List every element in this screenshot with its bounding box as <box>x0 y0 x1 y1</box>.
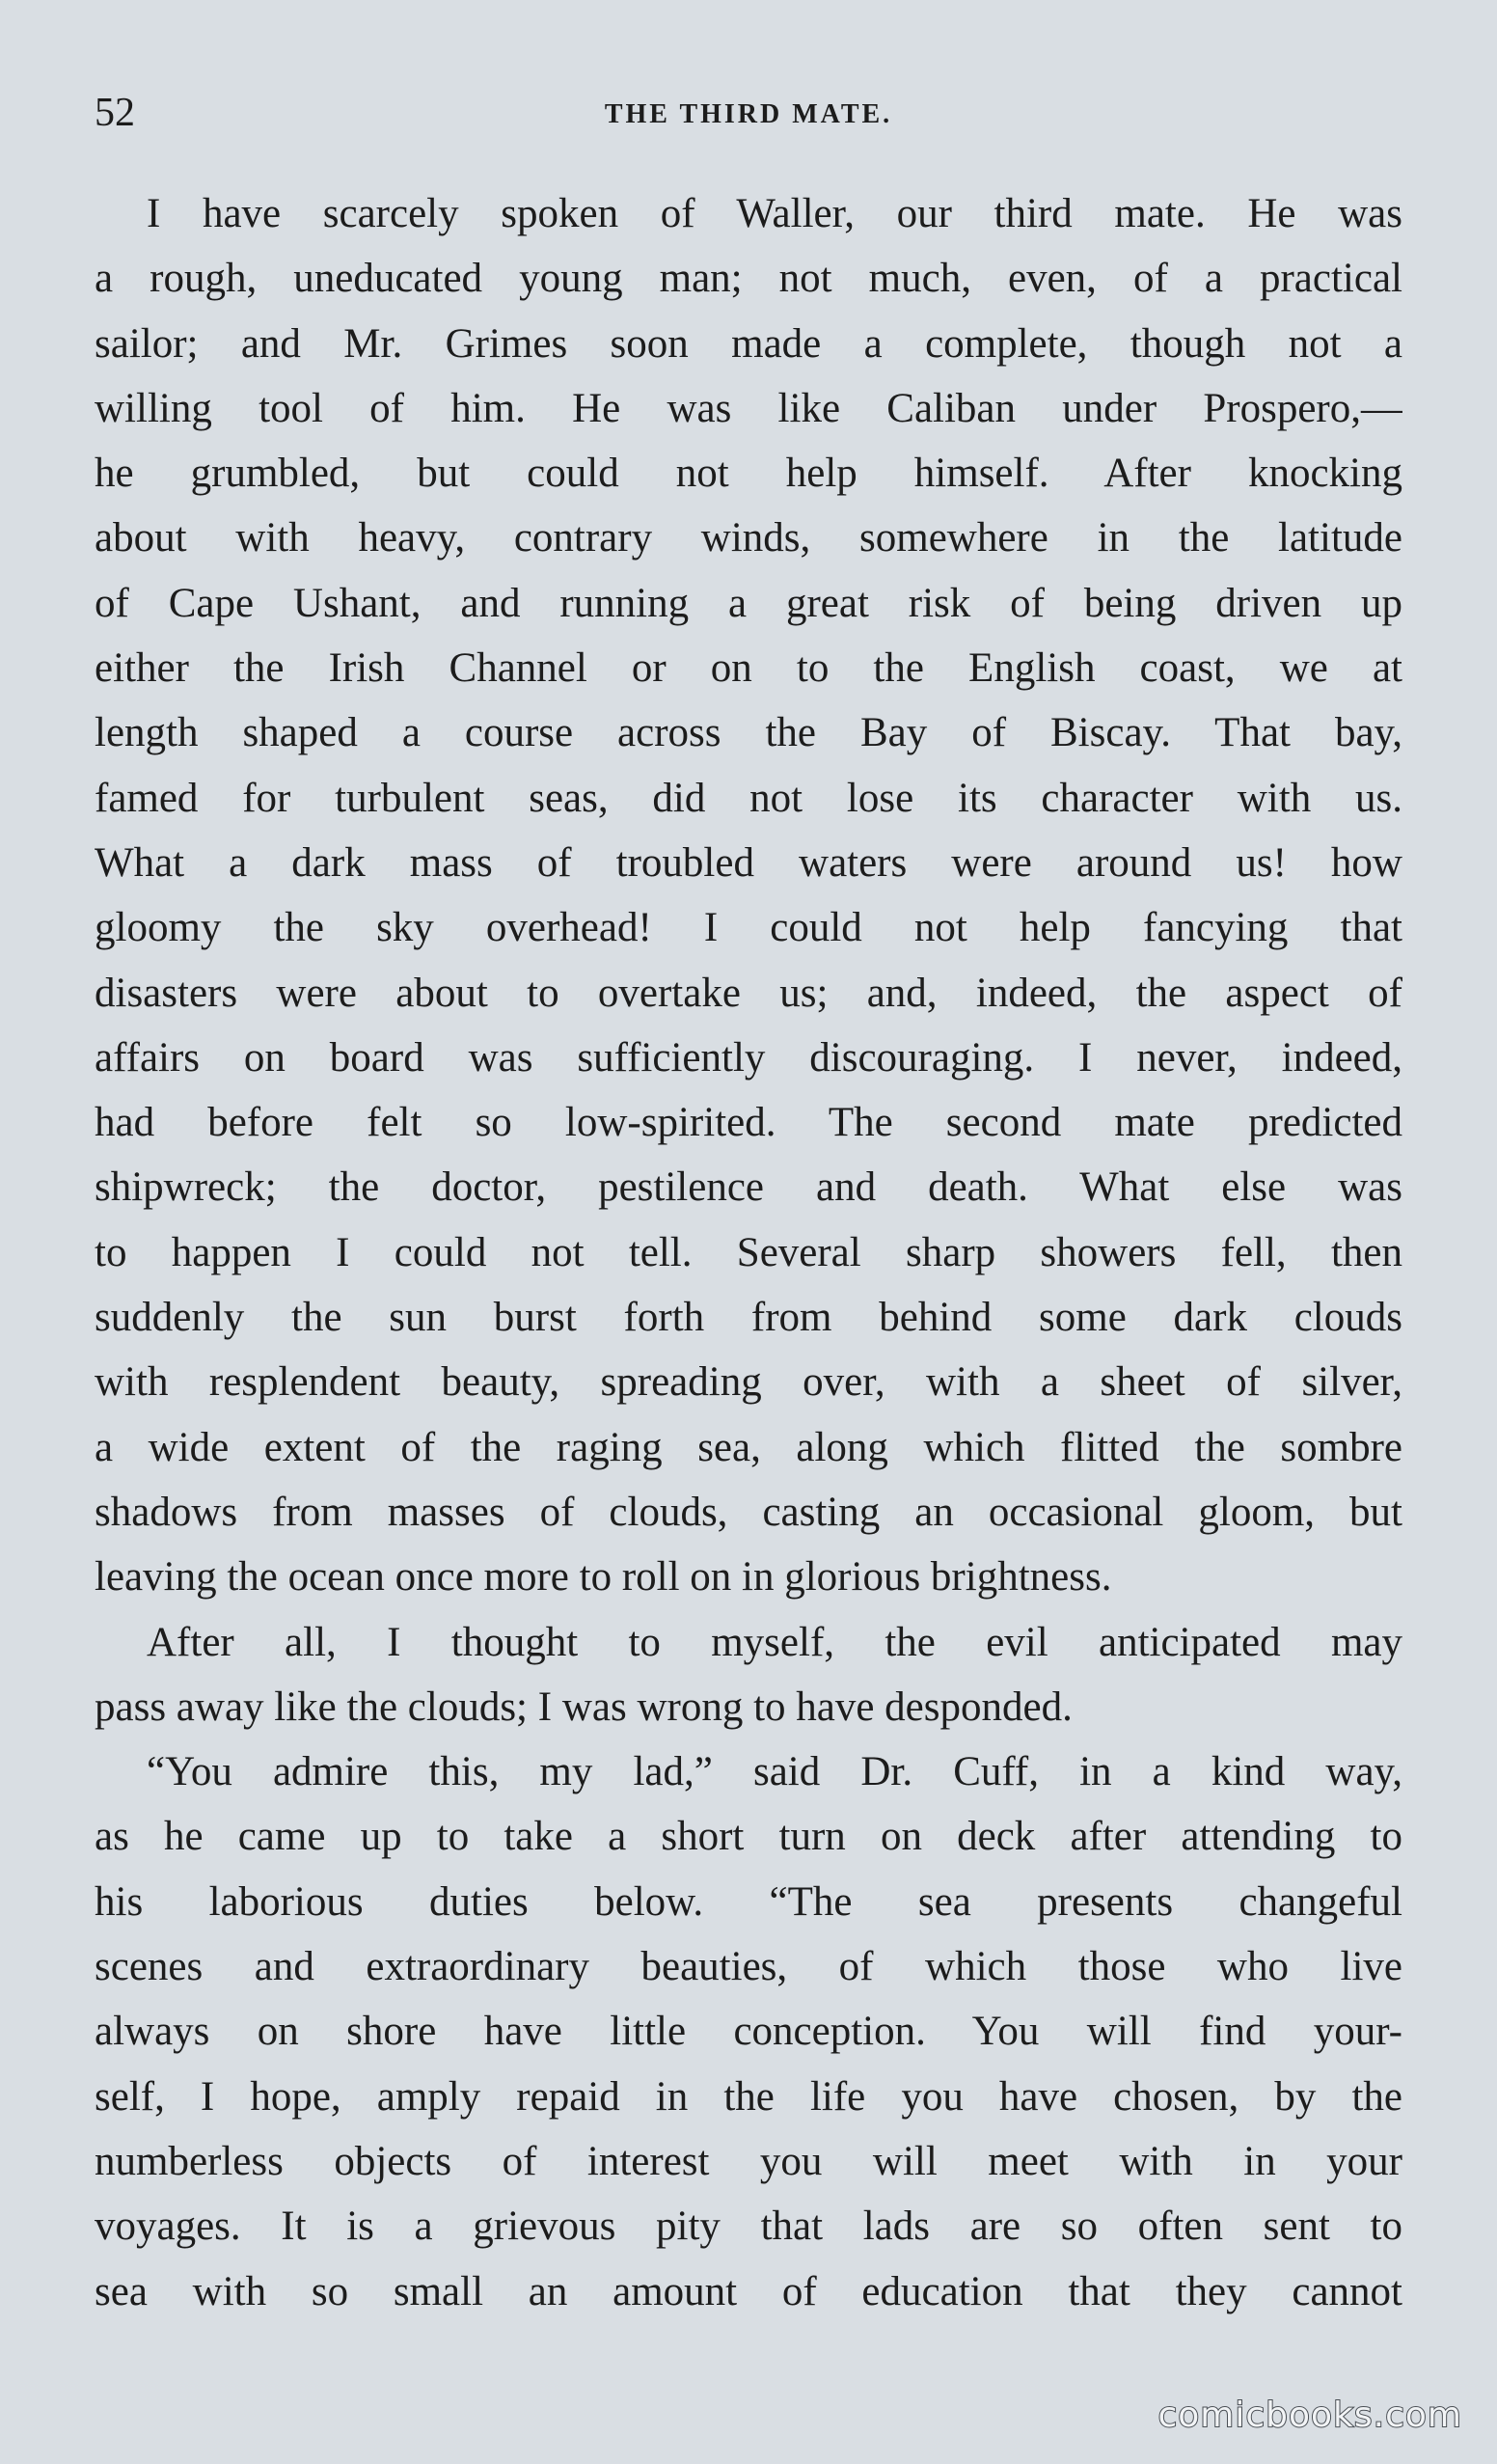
text-line: What a dark mass of troubled waters were around us! how <box>95 839 1402 886</box>
text-line: a rough, uneducated young man; not much, even, of a practical <box>95 256 1402 302</box>
running-title: THE THIRD MATE. <box>604 99 893 129</box>
text-line: After all, I thought to myself, the evil anticipated may <box>147 1619 1402 1665</box>
watermark-logo: comicbooks.com <box>1157 2396 1462 2435</box>
text-line: famed for turbulent seas, did not lose its character with us. <box>95 775 1402 821</box>
text-line: about with heavy, contrary winds, somewhere in the latitude <box>95 515 1402 561</box>
text-line: voyages. It is a grievous pity that lads are so often sent to <box>95 2204 1402 2250</box>
text-line: as he came up to take a short turn on deck after attending to <box>95 1814 1402 1860</box>
running-head <box>95 89 1402 137</box>
text-line: either the Irish Channel or on to the English coast, we at <box>95 645 1402 692</box>
text-line: with resplendent beauty, spreading over, with a sheet of silver, <box>95 1359 1402 1406</box>
text-line: gloomy the sky overhead! I could not help fancying that <box>95 905 1402 951</box>
page-number: 52 <box>95 91 135 135</box>
text-line: he grumbled, but could not help himself. After knocking <box>95 451 1402 497</box>
text-line: willing tool of him. He was like Caliban under Prospero,— <box>95 385 1402 431</box>
text-line: I have scarcely spoken of Waller, our third mate. He was <box>147 191 1402 236</box>
text-line: pass away like the clouds; I was wrong to have desponded. <box>95 1684 1073 1730</box>
text-line: to happen I could not tell. Several sharp showers fell, then <box>95 1229 1402 1275</box>
text-line: always on shore have little conception. You will find your- <box>95 2009 1402 2055</box>
text-line: numberless objects of interest you will meet with in your <box>95 2138 1402 2184</box>
text-line: sea with so small an amount of education that they cannot <box>95 2268 1402 2314</box>
text-line: affairs on board was sufficiently discouraging. I never, indeed, <box>95 1034 1402 1081</box>
text-line: “You admire this, my lad,” said Dr. Cuff, in a kind way, <box>147 1749 1402 1795</box>
text-line: shadows from masses of clouds, casting an occasional gloom, but <box>95 1489 1402 1535</box>
text-line: leaving the ocean once more to roll on in glorious brightness. <box>95 1554 1112 1601</box>
text-line: of Cape Ushant, and running a great risk of being driven up <box>95 580 1402 626</box>
text-line: disasters were about to overtake us; and, indeed, the aspect of <box>95 970 1402 1016</box>
text-line: had before felt so low-spirited. The second mate predicted <box>95 1100 1402 1146</box>
text-line: a wide extent of the raging sea, along which flitted the sombre <box>95 1424 1402 1470</box>
text-line: sailor; and Mr. Grimes soon made a complete, though not a <box>95 320 1402 367</box>
body-text <box>95 181 1402 2324</box>
text-line: his laborious duties below. “The sea presents changeful <box>95 1878 1402 1925</box>
text-line: self, I hope, amply repaid in the life you have chosen, by the <box>95 2073 1402 2120</box>
text-line: suddenly the sun burst forth from behind some dark clouds <box>95 1295 1402 1341</box>
text-line: length shaped a course across the Bay of Biscay. That bay, <box>95 710 1402 756</box>
text-line: scenes and extraordinary beauties, of which those who live <box>95 1944 1402 1990</box>
text-line: shipwreck; the doctor, pestilence and death. What else was <box>95 1164 1402 1211</box>
